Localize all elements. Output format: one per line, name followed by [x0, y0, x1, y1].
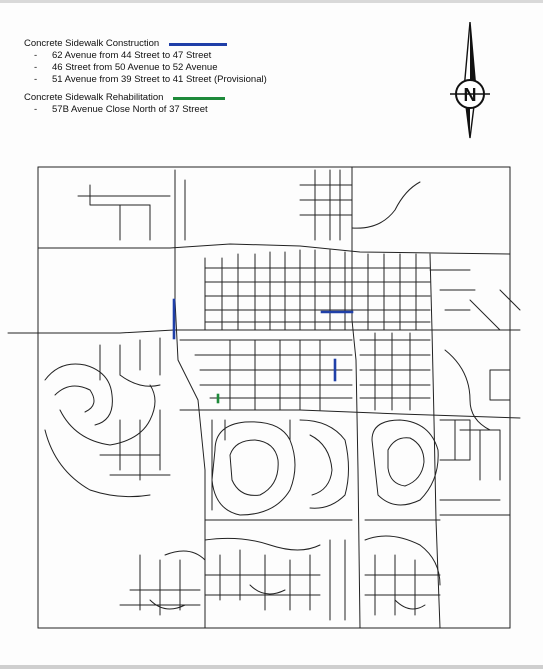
legend-construction-list	[34, 50, 267, 86]
legend-rehabilitation	[24, 92, 267, 116]
page-edge-top	[0, 0, 543, 3]
legend-rehabilitation-list	[34, 104, 267, 116]
north-letter: N	[463, 85, 477, 105]
street-network	[8, 167, 520, 628]
legend-item: - 46 Street from 50 Avenue to 52 Avenue	[34, 62, 218, 73]
legend-construction	[24, 38, 267, 86]
legend-construction-title: Concrete Sidewalk Construction	[24, 38, 160, 49]
legend-item: - 62 Avenue from 44 Street to 47 Street	[34, 50, 212, 61]
legend	[24, 38, 267, 122]
page-edge-bottom	[0, 665, 543, 669]
legend-item: - 57B Avenue Close North of 37 Street	[34, 104, 208, 115]
legend-rehabilitation-swatch	[173, 97, 225, 100]
legend-rehabilitation-title: Concrete Sidewalk Rehabilitation	[24, 92, 164, 103]
sidewalk-highlights	[174, 300, 352, 402]
legend-construction-swatch	[169, 43, 227, 46]
legend-item: - 51 Avenue from 39 Street to 41 Street (Provisional)	[34, 74, 267, 85]
north-arrow-icon	[438, 20, 502, 140]
street-map	[0, 150, 543, 669]
